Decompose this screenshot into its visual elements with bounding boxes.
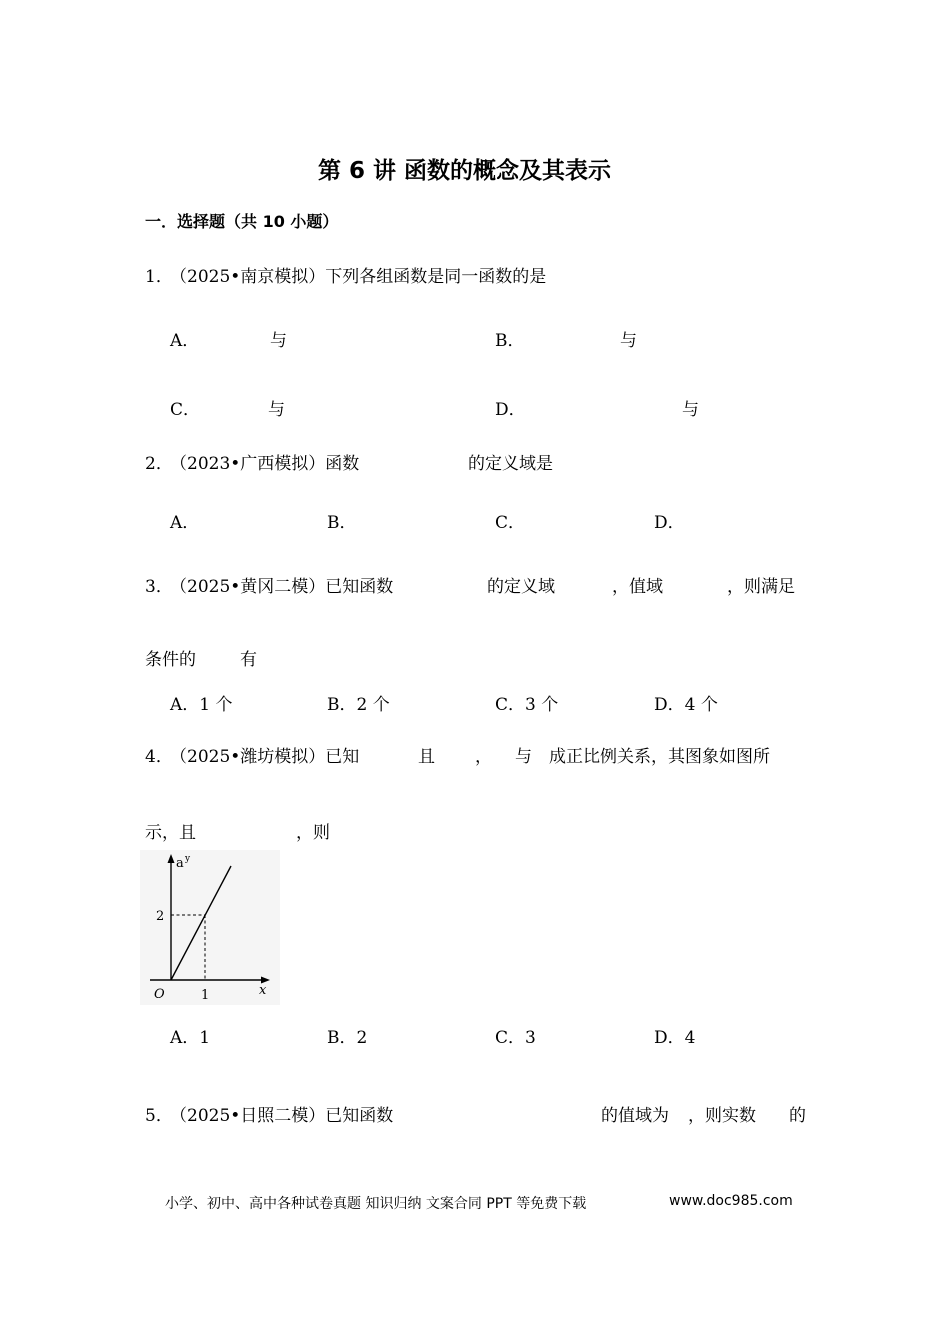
question-text-range: 的值域为: [601, 1106, 669, 1126]
question-text-of: 的: [789, 1106, 806, 1126]
option-d: D．: [654, 513, 685, 533]
option-d: D．: [495, 400, 526, 420]
option-c: C．3 个: [495, 695, 559, 715]
question-text-condition: ，则满足: [727, 577, 795, 597]
question-text-line2-end: ，则: [296, 823, 330, 843]
x-tick-label: 1: [201, 988, 210, 1003]
question-number: 2．: [145, 454, 173, 474]
option-d-connector: 与: [682, 400, 699, 420]
proportional-graph: [140, 850, 280, 1005]
footer-link[interactable]: www.doc985.com: [669, 1193, 793, 1209]
y-axis-label-sup: y: [185, 854, 191, 864]
question-text-and: 且: [418, 747, 435, 767]
option-c: C．: [495, 513, 526, 533]
question-text-start: （2025•日照二模）已知函数: [170, 1106, 394, 1126]
option-a-connector: 与: [270, 331, 287, 351]
option-b: B．: [495, 331, 525, 351]
option-b: B．2: [327, 1028, 368, 1048]
question-text-start: （2025•潍坊模拟）已知: [170, 747, 360, 767]
option-b: B．: [327, 513, 357, 533]
question-number: 1．: [145, 267, 173, 287]
option-a: A．: [170, 331, 200, 351]
page-title: 第 6 讲 函数的概念及其表示: [318, 158, 612, 184]
option-c: C．3: [495, 1028, 536, 1048]
question-number: 3．: [145, 577, 173, 597]
section-header: 一．选择题（共 10 小题）: [145, 212, 339, 231]
option-d: D．4 个: [654, 695, 718, 715]
option-d: D．4: [654, 1028, 696, 1048]
question-text-range: ，值域: [612, 577, 663, 597]
x-axis-label: x: [259, 983, 267, 998]
option-a: A．1 个: [170, 695, 233, 715]
y-axis-label: a: [176, 856, 184, 871]
option-c-connector: 与: [268, 400, 285, 420]
footer-text: 小学、初中、高中各种试卷真题 知识归纳 文案合同 PPT 等免费下载: [165, 1196, 587, 1212]
question-text-start: （2023•广西模拟）函数: [170, 454, 360, 474]
question-text-proportional: 成正比例关系，其图象如图所: [549, 747, 770, 767]
origin-label: O: [154, 987, 165, 1002]
option-c: C．: [170, 400, 201, 420]
question-number: 5．: [145, 1106, 173, 1126]
y-tick-label: 2: [156, 909, 165, 924]
question-text-real: ，则实数: [688, 1106, 756, 1126]
question-text-line2-end: 有: [240, 650, 257, 670]
question-text-line2-start: 条件的: [145, 650, 196, 670]
question-text-domain: 的定义域: [487, 577, 555, 597]
option-a: A．1: [170, 1028, 211, 1048]
question-text: （2025•南京模拟）下列各组函数是同一函数的是: [170, 267, 547, 287]
option-b-connector: 与: [620, 331, 637, 351]
question-number: 4．: [145, 747, 173, 767]
question-text-end: 的定义域是: [468, 454, 553, 474]
question-text-with: 与: [515, 747, 532, 767]
option-a: A．: [170, 513, 200, 533]
option-b: B．2 个: [327, 695, 390, 715]
question-text-start: （2025•黄冈二模）已知函数: [170, 577, 394, 597]
question-text-comma: ，: [475, 747, 492, 767]
question-text-line2-start: 示，且: [145, 823, 196, 843]
